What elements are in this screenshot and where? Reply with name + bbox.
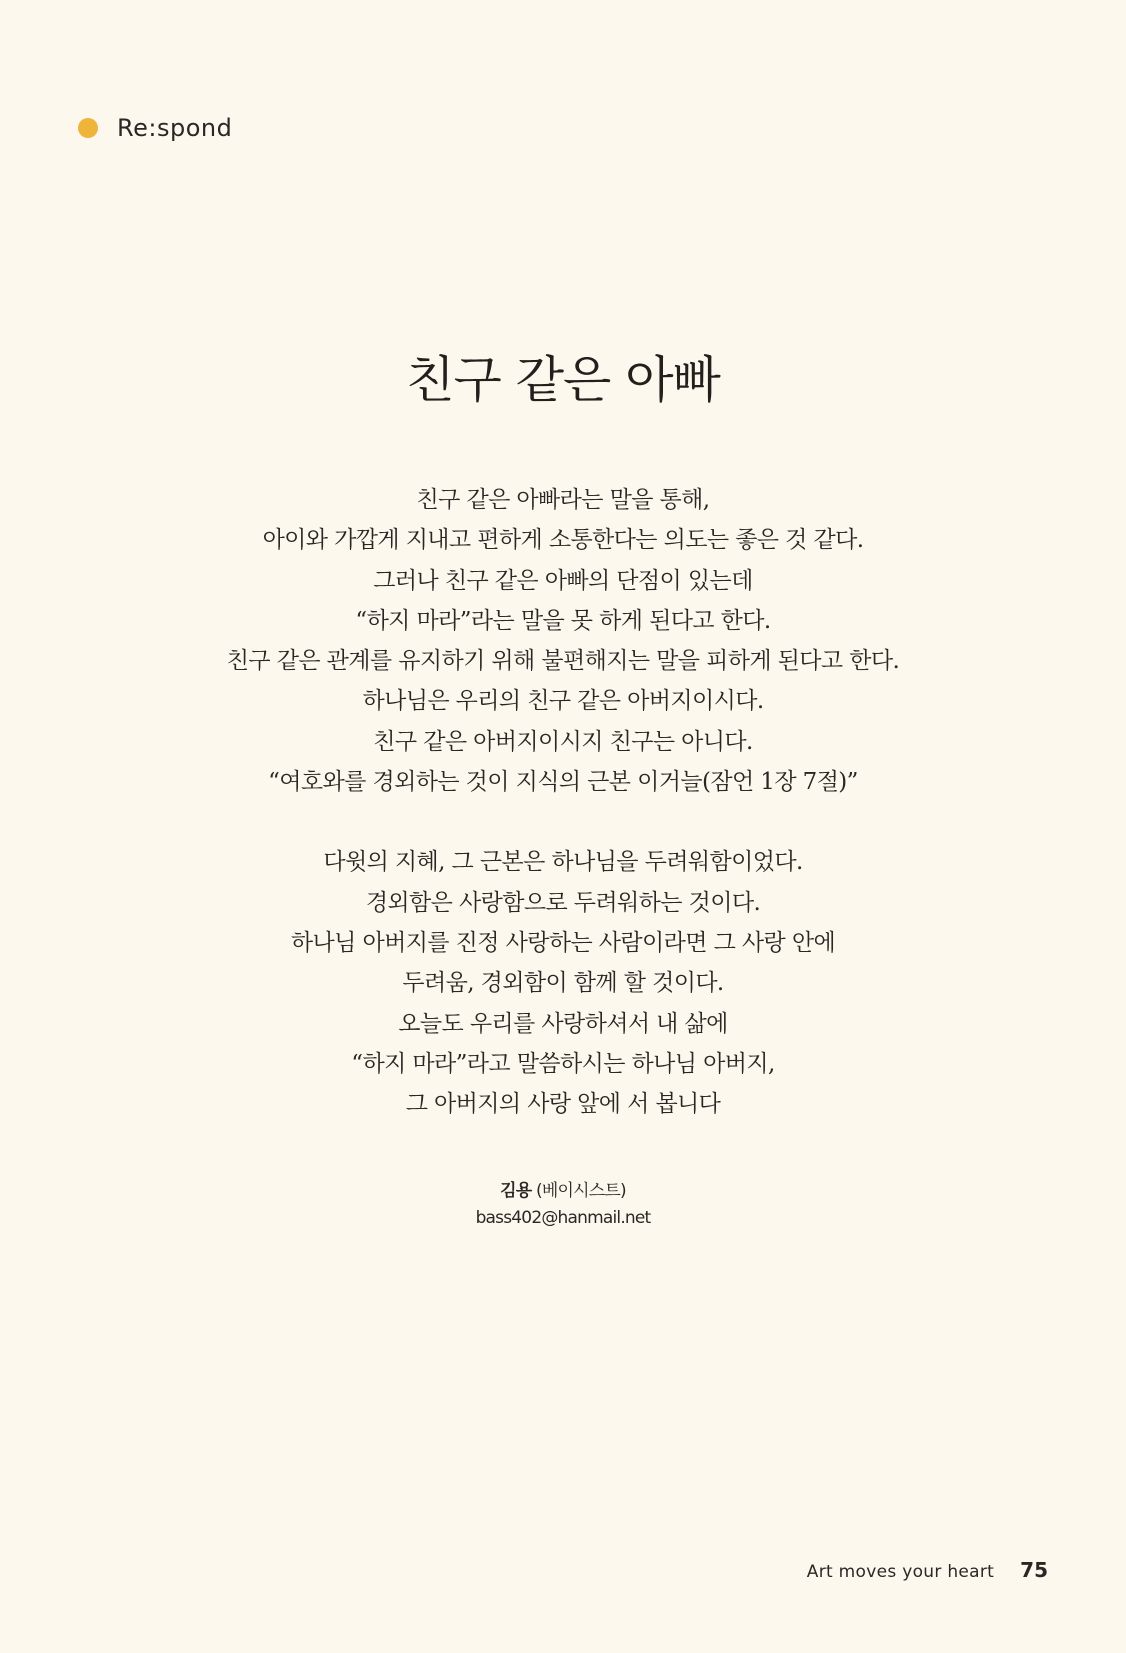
poem-line: 친구 같은 아빠라는 말을 통해, (416, 487, 710, 513)
author-email: bass402@hanmail.net (475, 1208, 651, 1228)
poem-body (0, 480, 1126, 1124)
poem-line: 그러나 친구 같은 아빠의 단점이 있는데 (373, 567, 753, 594)
article-title: 친구 같은 아빠 (406, 351, 720, 409)
poem-line: “하지 마라”라고 말씀하시는 하나님 아버지, (351, 1050, 775, 1077)
section-dot-icon (78, 118, 98, 138)
poem-line: “여호와를 경외하는 것이 지식의 근본 이거늘(잠언 1장 7절)” (268, 769, 858, 796)
author-role: (베이시스트) (536, 1181, 626, 1201)
author-line (0, 1178, 1126, 1205)
author-name: 김용 (500, 1181, 532, 1201)
section-tag (78, 112, 232, 144)
author-credit (0, 1178, 1126, 1232)
poem-line: 두려움, 경외함이 함께 할 것이다. (402, 970, 724, 997)
poem-line: 그 아버지의 사랑 앞에 서 봅니다 (405, 1091, 721, 1118)
poem-line: 다윗의 지혜, 그 근본은 하나님을 두려워함이었다. (323, 849, 803, 876)
poem-line: 하나님 아버지를 진정 사랑하는 사람이라면 그 사랑 안에 (290, 929, 836, 956)
poem-stanza-2 (0, 842, 1126, 1124)
poem-line: 경외함은 사랑함으로 두려워하는 것이다. (365, 889, 761, 916)
page-number: 75 (1020, 1558, 1048, 1582)
poem-stanza-1 (0, 480, 1126, 802)
poem-line: 친구 같은 아버지이시지 친구는 아니다. (373, 728, 753, 755)
section-label: Re:spond (117, 114, 233, 142)
poem-line: 하나님은 우리의 친구 같은 아버지이시다. (362, 688, 764, 715)
footer-tagline: Art moves your heart (806, 1562, 995, 1582)
page-footer (807, 1558, 1048, 1582)
poem-line: 아이와 가깝게 지내고 편하게 소통한다는 의도는 좋은 것 같다. (262, 527, 864, 554)
poem-line: “하지 마라”라는 말을 못 하게 된다고 한다. (355, 607, 771, 634)
poem-line: 친구 같은 관계를 유지하기 위해 불편해지는 말을 피하게 된다고 한다. (226, 648, 900, 675)
poem-line: 오늘도 우리를 사랑하셔서 내 삶에 (398, 1010, 728, 1037)
